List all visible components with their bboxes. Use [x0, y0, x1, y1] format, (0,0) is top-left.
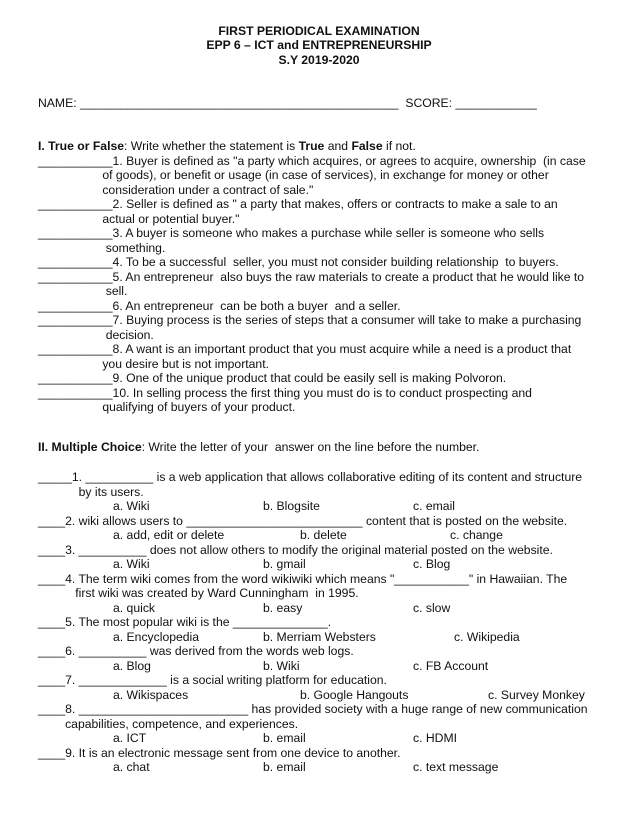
tf-line: something.: [38, 241, 166, 255]
school-year: S.Y 2019-2020: [278, 53, 360, 67]
mc-option: c. Wikipedia: [454, 630, 520, 644]
part1-instruction-text-3: if not.: [382, 139, 416, 153]
mc-option: a. ICT: [113, 731, 147, 745]
mc-option: b. Google Hangouts: [300, 688, 409, 702]
mc-option: b. delete: [300, 528, 347, 542]
part2-instruction-text: : Write the letter of your answer on the line before the number.: [141, 440, 480, 454]
exam-title: FIRST PERIODICAL EXAMINATION: [218, 24, 420, 38]
mc-option: c. HDMI: [413, 731, 458, 745]
mc-option: b. email: [263, 760, 306, 774]
mc-option: a. Wikispaces: [113, 688, 189, 702]
tf-line: decision.: [38, 328, 154, 342]
mc-option: c. slow: [413, 601, 451, 615]
mc-question: ____5. The most popular wiki is the ______________.: [38, 615, 332, 629]
part1-label: I. True or False: [38, 139, 125, 153]
tf-line: ___________6. An entrepreneur can be both a buyer and a seller.: [38, 299, 401, 313]
tf-line: ___________9. One of the unique product that could be easily sell is making Polvoron.: [38, 371, 507, 385]
mc-option: c. change: [450, 528, 503, 542]
false-keyword: False: [351, 139, 383, 153]
tf-line: ___________1. Buyer is defined as "a party which acquires, or agrees to acquire, ownership (in case: [38, 154, 586, 168]
tf-line: ___________3. A buyer is someone who makes a purchase while seller is someone who sells: [38, 226, 545, 240]
mc-option: a. quick: [113, 601, 156, 615]
mc-question: capabilities, competence, and experiences.: [38, 717, 299, 731]
tf-line: actual or potential buyer.": [38, 212, 240, 226]
mc-option: b. gmail: [263, 557, 306, 571]
mc-question: ____2. wiki allows users to __________________________ content that is posted on the website.: [38, 514, 568, 528]
true-keyword: True: [298, 139, 325, 153]
part1-instruction-text-2: and: [324, 139, 352, 153]
tf-line: ___________8. A want is an important product that you must acquire while a need is a product that: [38, 342, 572, 356]
mc-option: a. Encyclopedia: [113, 630, 200, 644]
tf-line: of goods), or benefit or usage (in case of services), in exchange for money or other: [38, 168, 549, 182]
mc-option: b. Merriam Websters: [263, 630, 376, 644]
mc-option: a. chat: [113, 760, 150, 774]
mc-question: ____6. __________ was derived from the words web logs.: [38, 644, 354, 658]
tf-line: sell.: [38, 284, 128, 298]
mc-option: a. Wiki: [113, 499, 150, 513]
tf-line: ___________10. In selling process the first thing you must do is to conduct prospecting and: [38, 386, 532, 400]
mc-option: b. email: [263, 731, 306, 745]
tf-line: consideration under a contract of sale.": [38, 183, 314, 197]
mc-option: c. text message: [413, 760, 499, 774]
mc-option: c. FB Account: [413, 659, 489, 673]
mc-question: ____9. It is an electronic message sent from one device to another.: [38, 746, 401, 760]
mc-option: a. Wiki: [113, 557, 150, 571]
tf-line: you desire but is not important.: [38, 357, 269, 371]
mc-question: ____3. __________ does not allow others to modify the original material posted on the website.: [38, 543, 553, 557]
mc-option: c. Blog: [413, 557, 451, 571]
tf-line: ___________4. To be a successful seller, you must not consider building relationship to buyers.: [38, 255, 559, 269]
part1-instruction: [38, 139, 416, 153]
mc-question: ____7. _____________ is a social writing platform for education.: [38, 673, 387, 687]
part2-instruction: [38, 440, 479, 454]
mc-question: ____8. _________________________ has provided society with a huge range of new communication: [38, 702, 588, 716]
mc-option: c. email: [413, 499, 455, 513]
mc-option: b. Wiki: [263, 659, 300, 673]
mc-option: b. easy: [263, 601, 303, 615]
tf-line: qualifying of buyers of your product.: [38, 400, 296, 414]
tf-line: ___________7. Buying process is the series of steps that a consumer will take to make a purchasing: [38, 313, 582, 327]
mc-option: b. Blogsite: [263, 499, 320, 513]
mc-question: first wiki was created by Ward Cunningham in 1995.: [38, 586, 359, 600]
part1-instruction-text-1: : Write whether the statement is: [124, 139, 299, 153]
mc-option: a. Blog: [113, 659, 151, 673]
mc-option: a. add, edit or delete: [113, 528, 225, 542]
mc-question: by its users.: [38, 485, 144, 499]
exam-subject: EPP 6 – ICT and ENTREPRENEURSHIP: [206, 38, 432, 52]
mc-question: _____1. __________ is a web application that allows collaborative editing of its content and structure: [38, 470, 583, 484]
part2-label: II. Multiple Choice: [38, 440, 142, 454]
name-score-line: NAME: _______________________________________________ SCORE: ____________: [38, 96, 537, 110]
mc-question: ____4. The term wiki comes from the word wikiwiki which means "___________" in Hawaiian. The: [38, 572, 568, 586]
mc-option: c. Survey Monkey: [488, 688, 585, 702]
tf-line: ___________5. An entrepreneur also buys the raw materials to create a product that he would like to: [38, 270, 585, 284]
tf-line: ___________2. Seller is defined as " a party that makes, offers or contracts to make a sale to an: [38, 197, 558, 211]
